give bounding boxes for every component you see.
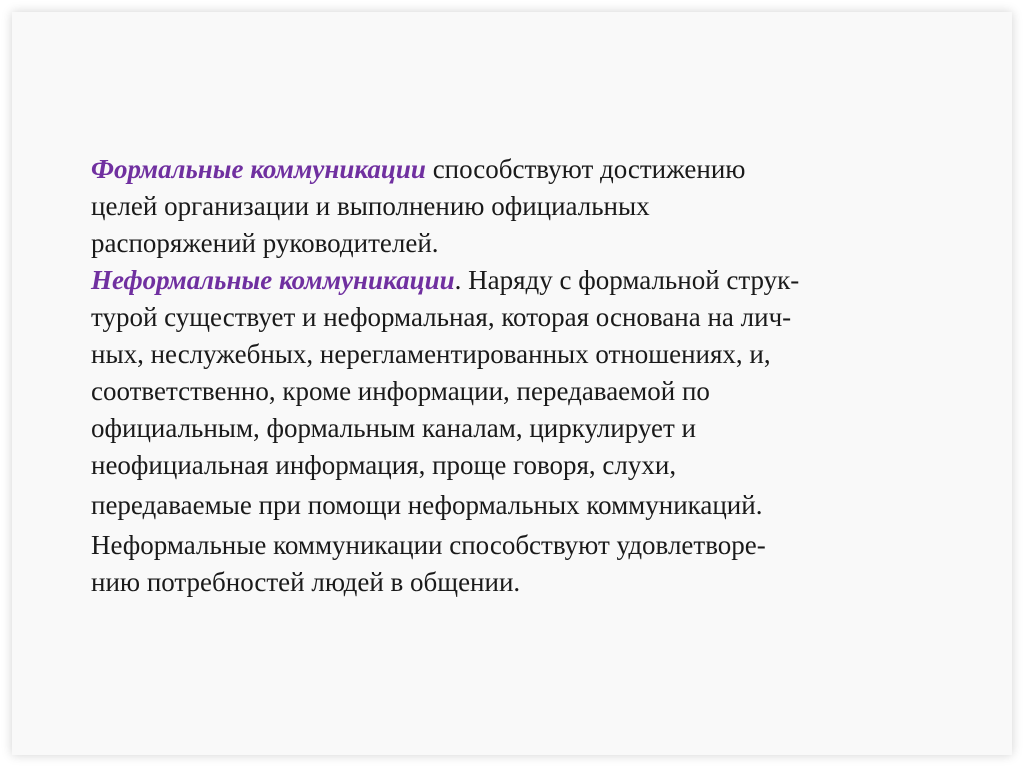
term-formal-communications: Формальные коммуникации: [91, 154, 426, 184]
text-line-5: турой существует и неформальная, которая основана на лич-: [91, 302, 792, 332]
text-line-8: официальным, формальным каналам, циркулирует и: [91, 413, 696, 443]
text-line-2: целей организации и выполнению официальных: [91, 191, 650, 221]
text-line-6: ных, неслужебных, нерегламентированных отношениях, и,: [91, 339, 771, 369]
text-line-3: распоряжений руководителей.: [91, 228, 439, 258]
informal-definition-text: . Наряду с формальной струк-: [454, 265, 800, 295]
text-line-12: нию потребностей людей в общении.: [91, 567, 521, 597]
text-line-9: неофициальная информация, проще говоря, слухи,: [91, 450, 677, 480]
text-line-11: Неформальные коммуникации способствуют удовлетворе-: [91, 530, 766, 560]
text-line-1: [91, 151, 991, 188]
formal-definition-text: способствуют достижению: [425, 154, 746, 184]
text-line-7: соответственно, кроме информации, передаваемой по: [91, 376, 710, 406]
text-line-10: передаваемые при помощи неформальных коммуникаций.: [91, 490, 763, 520]
slide: [12, 12, 1012, 755]
term-informal-communications: Неформальные коммуникации: [91, 265, 455, 295]
slide-body-text: [91, 151, 991, 601]
text-line-4: [91, 262, 991, 299]
